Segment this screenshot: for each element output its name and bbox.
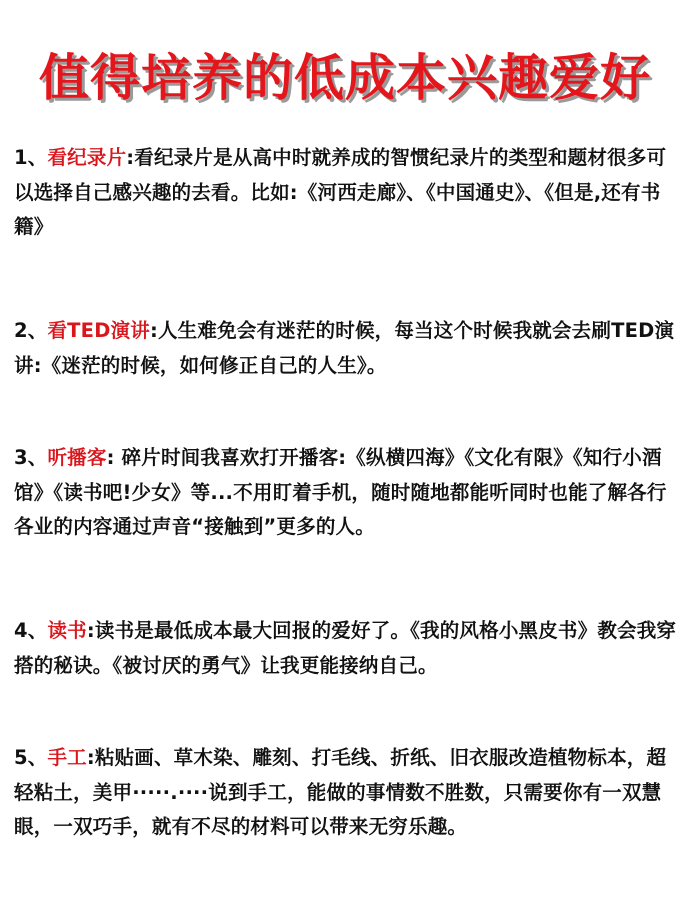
list-item	[14, 741, 678, 845]
list-item	[14, 441, 678, 545]
item-text: :读书是最低成本最大回报的爱好了。《我的风格小黑皮书》教会我穿搭的秘诀。《被讨厌的勇气》让我更能接纳自己。	[14, 619, 677, 677]
item-keyword: 看TED演讲	[47, 319, 150, 342]
item-text: : 碎片时间我喜欢打开播客:《纵横四海》《文化有限》《知行小酒馆》《读书吧!少女》等...不用盯着手机，随时随地都能听同时也能了解各行各业的内容通过声音“接触到”更多的人。	[14, 446, 667, 538]
item-text: :人生难免会有迷茫的时候，每当这个时候我就会去刷TED演讲:《迷茫的时候，如何修正自己的人生》。	[14, 319, 675, 377]
list-item	[14, 141, 678, 245]
item-keyword: 看纪录片	[47, 146, 127, 169]
list-item	[14, 314, 678, 383]
item-keyword: 听播客	[47, 446, 107, 469]
item-number: 4、	[14, 619, 48, 642]
item-number: 3、	[14, 446, 48, 469]
item-number: 2、	[14, 319, 48, 342]
item-number: 5、	[14, 746, 48, 769]
item-number: 1、	[14, 146, 48, 169]
list-item	[14, 614, 678, 683]
item-keyword: 读书	[47, 619, 87, 642]
item-text: :粘贴画、草木染、雕刻、打毛线、折纸、旧衣服改造植物标本，超轻粘土，美甲·····.····说到手工，能做的事情数不胜数，只需要你有一双慧眼，一双巧手，就有不尽的材料可以带来无穷乐趣。	[14, 746, 667, 838]
item-text: :看纪录片是从高中时就养成的智惯纪录片的类型和题材很多可以选择自己感兴趣的去看。比如:《河西走廊》、《中国通史》、《但是,还有书籍》	[14, 146, 667, 238]
item-keyword: 手工	[47, 746, 87, 769]
page-title: 值得培养的低成本兴趣爱好	[39, 49, 651, 107]
